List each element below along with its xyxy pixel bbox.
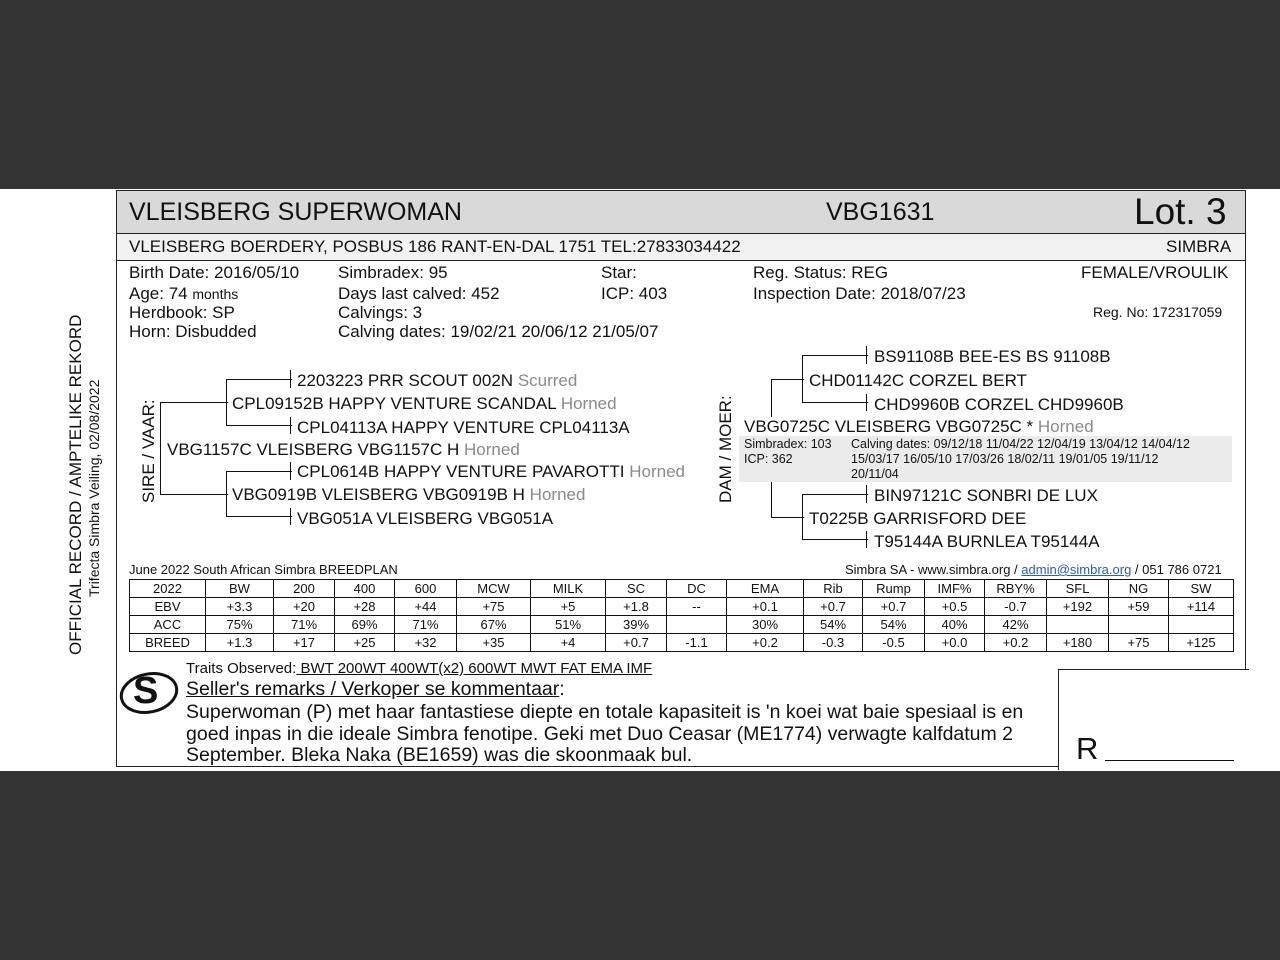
remarks-line-1: Superwoman (P) met haar fantastiese diepte en totale kapasiteit is 'n koei wat baie spesiaal is en [186, 701, 1024, 723]
ebv-cell: -- [667, 598, 727, 616]
sire-sire [232, 394, 617, 414]
ebv-header-cell: 2022 [130, 580, 206, 598]
ebv-cell: +44 [395, 598, 457, 616]
sale-label: Trifecta Simbra Veiling, 02/08/2022 [86, 379, 102, 597]
ddd-name: T95144A BURNLEA T95144A [874, 532, 1100, 551]
ebv-cell: 42% [985, 616, 1047, 634]
dam-calving-dates-2: 15/03/17 16/05/10 17/03/26 18/02/11 19/01/05 19/11/12 [851, 452, 1159, 466]
dam-sire-name: CHD01142C CORZEL BERT [809, 371, 1027, 390]
sire [167, 440, 520, 460]
ebv-table [129, 579, 1234, 652]
sire-dam-sire [297, 462, 685, 482]
ebv-cell: +0.7 [804, 598, 863, 616]
ebv-cell: +4 [531, 634, 606, 652]
reg-status: Reg. Status: REG [753, 263, 889, 282]
sex: FEMALE/VROULIK [1081, 263, 1229, 282]
contact-suffix: / 051 786 0721 [1134, 562, 1222, 577]
reg-number: Reg. No: 172317059 [1093, 304, 1223, 320]
breedplan-title: June 2022 South African Simbra BREEDPLAN [129, 562, 398, 577]
dam [744, 417, 1094, 437]
ebv-row [130, 598, 1234, 616]
sire-horn: Horned [464, 440, 520, 459]
ebv-cell: +0.5 [925, 598, 985, 616]
sss-name: 2203223 PRR SCOUT 002N [297, 371, 514, 390]
ebv-row [130, 634, 1234, 652]
herdbook: Herdbook: SP [129, 303, 235, 322]
ebv-cell: +0.7 [863, 598, 925, 616]
dam-dam-sire [874, 486, 1098, 506]
dam-sire [809, 371, 1027, 391]
ebv-cell: 67% [457, 616, 531, 634]
ebv-cell: +3.3 [206, 598, 274, 616]
ebv-cell: -0.5 [863, 634, 925, 652]
ebv-cell: +59 [1109, 598, 1169, 616]
logo-letter: S [133, 670, 159, 712]
dam-sire-dam [874, 395, 1124, 415]
price-label: R [1076, 731, 1099, 766]
sire-dam-name: VBG0919B VLEISBERG VBG0919B H [232, 485, 525, 504]
ebv-header-cell: NG [1109, 580, 1169, 598]
ebv-cell: -0.7 [985, 598, 1047, 616]
ebv-header-cell: IMF% [925, 580, 985, 598]
age-unit: months [192, 286, 239, 302]
calvings: Calvings: 3 [338, 303, 423, 322]
ebv-cell: +20 [274, 598, 335, 616]
simbradex: Simbradex: 95 [338, 263, 448, 282]
sire-dam-dam [297, 509, 553, 529]
ebv-cell: +0.7 [606, 634, 667, 652]
ebv-header-row [130, 580, 1234, 598]
ebv-cell: +0.2 [985, 634, 1047, 652]
ebv-cell: +25 [335, 634, 395, 652]
dss-name: BS91108B BEE-ES BS 91108B [874, 347, 1111, 366]
email-link[interactable]: admin@simbra.org [1021, 562, 1132, 577]
dam-simbradex: Simbradex: 103 [744, 437, 832, 451]
breed-label: SIMBRA [1166, 237, 1232, 256]
dam-calving-dates-3: 20/11/04 [851, 467, 899, 481]
ebv-cell: 75% [206, 616, 274, 634]
ebv-cell: 40% [925, 616, 985, 634]
ebv-header-cell: Rump [863, 580, 925, 598]
contact-prefix: Simbra SA - www.simbra.org / [845, 562, 1018, 577]
remarks-line-2: goed inpas in die ideale Simbra fenotipe. Geki met Duo Ceasar (ME1774) verwagte kalfdatum 2 [186, 723, 1014, 745]
ebv-row [130, 616, 1234, 634]
remarks-title [186, 678, 565, 701]
traits-observed [186, 660, 652, 677]
ebv-cell [1169, 616, 1234, 634]
ebv-cell [1109, 616, 1169, 634]
ebv-cell: 71% [274, 616, 335, 634]
ebv-cell: +180 [1047, 634, 1109, 652]
dsd-name: CHD9960B CORZEL CHD9960B [874, 395, 1124, 414]
dds-name: BIN97121C SONBRI DE LUX [874, 486, 1098, 505]
ebv-cell [1047, 616, 1109, 634]
ebv-header-cell: DC [667, 580, 727, 598]
ebv-cell [667, 616, 727, 634]
ebv-cell: +75 [457, 598, 531, 616]
dam-calving-dates-1: Calving dates: 09/12/18 11/04/22 12/04/19 13/04/12 14/04/12 [851, 437, 1190, 451]
sdd-name: VBG051A VLEISBERG VBG051A [297, 509, 554, 528]
horn-status: Horn: Disbudded [129, 322, 257, 341]
ebv-cell: -1.1 [667, 634, 727, 652]
breeder-address: VLEISBERG BOERDERY, POSBUS 186 RANT-EN-DAL 1751 TEL:27833034422 [129, 237, 741, 256]
lot-number: Lot. 3 [1134, 191, 1227, 232]
remarks-line-3: September. Bleka Naka (BE1659) was die skoonmaak bul. [186, 744, 693, 766]
ebv-cell: +0.0 [925, 634, 985, 652]
ebv-header-cell: MCW [457, 580, 531, 598]
animal-name: VLEISBERG SUPERWOMAN [129, 198, 462, 226]
dam-dam-dam [874, 532, 1100, 552]
ebv-cell: +17 [274, 634, 335, 652]
traits-label: Traits Observed: [186, 660, 297, 677]
ebv-cell: 30% [727, 616, 804, 634]
ebv-cell: +1.3 [206, 634, 274, 652]
sds-horn: Horned [629, 462, 686, 481]
ebv-cell: EBV [130, 598, 206, 616]
birth-date: Birth Date: 2016/05/10 [129, 263, 300, 282]
remarks-title-text: Seller's remarks / Verkoper se kommentaar [186, 678, 560, 700]
inspection-date: Inspection Date: 2018/07/23 [753, 284, 966, 303]
ebv-cell: +192 [1047, 598, 1109, 616]
sds-name: CPL0614B HAPPY VENTURE PAVAROTTI [297, 462, 625, 481]
ebv-cell: ACC [130, 616, 206, 634]
simbra-logo [119, 668, 179, 718]
ebv-header-cell: Rib [804, 580, 863, 598]
ebv-cell: +28 [335, 598, 395, 616]
age-value: Age: 74 [129, 284, 188, 303]
ebv-cell: +75 [1109, 634, 1169, 652]
sire-sire-horn: Horned [560, 394, 617, 413]
calving-dates: Calving dates: 19/02/21 20/06/12 21/05/07 [338, 322, 659, 341]
ebv-header-cell: MILK [531, 580, 606, 598]
sire-sire-sire [297, 371, 577, 391]
sire-dam-horn: Horned [529, 485, 586, 504]
ebv-cell: BREED [130, 634, 206, 652]
ebv-header-cell: SC [606, 580, 667, 598]
ebv-cell: +35 [457, 634, 531, 652]
traits-list: BWT 200WT 400WT(x2) 600WT MWT FAT EMA IMF [296, 660, 653, 677]
sss-horn: Scurred [517, 371, 578, 390]
ssd-name: CPL04113A HAPPY VENTURE CPL04113A [297, 418, 630, 437]
sire-dam [232, 485, 585, 505]
ebv-header-cell: EMA [727, 580, 804, 598]
dam-horn: Horned [1037, 417, 1094, 436]
ebv-header-cell: SFL [1047, 580, 1109, 598]
ebv-cell: 54% [863, 616, 925, 634]
ebv-cell: 39% [606, 616, 667, 634]
dam-dam-name: T0225B GARRISFORD DEE [809, 509, 1027, 528]
age [129, 284, 238, 304]
ebv-cell: +125 [1169, 634, 1234, 652]
dam-dam [809, 509, 1026, 529]
price-line[interactable] [1105, 760, 1234, 761]
ebv-header-cell: 200 [274, 580, 335, 598]
icp: ICP: 403 [601, 284, 668, 303]
remarks-title-colon: : [559, 678, 565, 700]
ebv-header-cell: SW [1169, 580, 1234, 598]
ebv-cell: +114 [1169, 598, 1234, 616]
sire-name: VBG1157C VLEISBERG VBG1157C H [167, 440, 460, 459]
ebv-header-cell: 400 [335, 580, 395, 598]
days-last-calved: Days last calved: 452 [338, 284, 500, 303]
star: Star: [601, 263, 637, 282]
official-record-label: OFFICIAL RECORD / AMPTELIKE REKORD [66, 314, 85, 655]
ebv-cell: +1.8 [606, 598, 667, 616]
sire-sire-dam [297, 418, 630, 438]
ebv-cell: 54% [804, 616, 863, 634]
animal-id: VBG1631 [826, 198, 935, 226]
breedplan-contact [845, 562, 1222, 577]
dam-sire-sire [874, 347, 1111, 367]
ebv-cell: 51% [531, 616, 606, 634]
ebv-header-cell: RBY% [985, 580, 1047, 598]
ebv-cell: +0.2 [727, 634, 804, 652]
sire-sire-name: CPL09152B HAPPY VENTURE SCANDAL [232, 394, 557, 413]
sire-label: SIRE / VAAR: [139, 399, 158, 503]
ebv-cell: +32 [395, 634, 457, 652]
ebv-cell: +0.1 [727, 598, 804, 616]
ebv-cell: 69% [335, 616, 395, 634]
ebv-cell: 71% [395, 616, 457, 634]
dam-name: VBG0725C VLEISBERG VBG0725C * [744, 417, 1034, 436]
dam-label: DAM / MOER: [716, 395, 735, 503]
ebv-header-cell: 600 [395, 580, 457, 598]
ebv-cell: +5 [531, 598, 606, 616]
dam-icp: ICP: 362 [744, 452, 793, 466]
ebv-cell: -0.3 [804, 634, 863, 652]
ebv-header-cell: BW [206, 580, 274, 598]
